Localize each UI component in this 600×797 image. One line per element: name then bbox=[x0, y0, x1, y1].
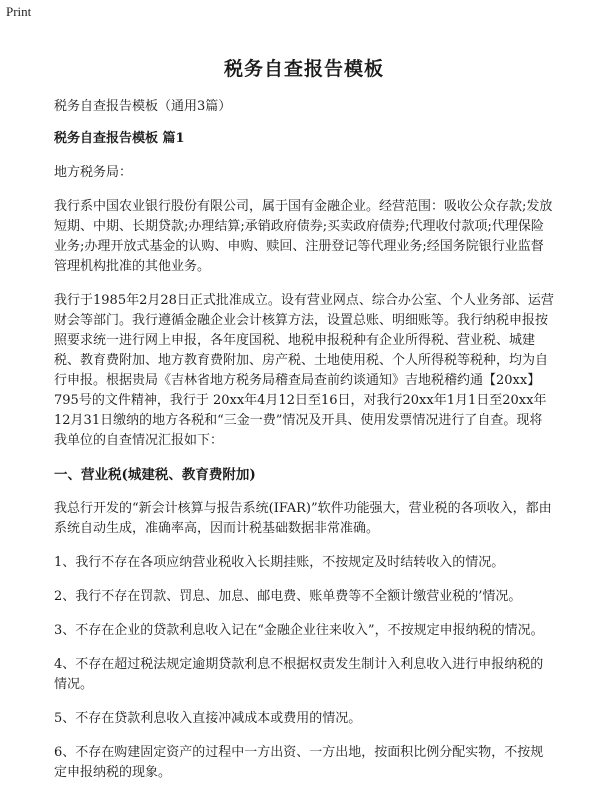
list-item: 5、不存在贷款利息收入直接冲减成本或费用的情况。 bbox=[54, 711, 362, 726]
list-item: 1、我行不存在各项应纳营业税收入长期挂账，不按规定及时结转收入的情况。 bbox=[54, 555, 505, 570]
section-title: 税务自查报告模板 篇1 bbox=[54, 131, 185, 146]
list-item: 4、不存在超过税法规定逾期贷款利息不根据权责发生制计入利息收入进行申报纳税的情况。 bbox=[54, 657, 544, 692]
list-item: 3、不存在企业的贷款利息收入记在“金融企业往来收入”，不按规定申报纳税的情况。 bbox=[54, 623, 544, 638]
list-item: 2、我行不存在罚款、罚息、加息、邮电费、账单费等不全额计缴营业税的’情况。 bbox=[54, 589, 522, 604]
paragraph-business-scope: 我行系中国农业银行股份有限公司，属于国有金融企业。经营范围：吸收公众存款;发放短期、中期、长期贷款;办理结算;承销政府债券;买卖政府债券;代理收付款项;代理保险业务;办理开放式基金的认购、申购、赎回、注册登记等代理业务;经国务院银行业监督管理机构批准的其他业务。 bbox=[54, 199, 553, 274]
document-title: 税务自查报告模板 bbox=[223, 58, 384, 80]
document-body bbox=[54, 54, 554, 797]
print-link[interactable]: Print bbox=[6, 4, 32, 19]
paragraph-background: 我行于1985年2月28日正式批准成立。设有营业网点、综合办公室、个人业务部、运营财会等部门。我行遵循金融企业会计核算方法，设置总账、明细账等。我行纳税申报按照要求统一进行网上申报，各年度国税、地税申报税种有企业所得税、营业税、城建税、教育费附加、地方教育费附加、房产税、土地使用税、个人所得税等税种，均为自行申报。根据贵局《吉林省地方税务局稽查局查前约谈通知》吉地税稽约通【20xx】795号的文件精神，我行于 20xx年4月12日至16日，对我行20xx年1月1日至20xx年12月31日缴纳的地方各税和“三金一费”情况及开具、使用发票情况进行了自查。现将我单位的自查情况汇报如下： bbox=[54, 293, 554, 448]
heading-business-tax: 一、营业税(城建税、教育费附加) bbox=[54, 467, 256, 483]
list-item: 6、不存在购建固定资产的过程中一方出资、一方出地，按面积比例分配实物，不按规定申报纳税的现象。 bbox=[54, 745, 544, 780]
document-subtitle: 税务自查报告模板（通用3篇） bbox=[54, 99, 232, 114]
salutation: 地方税务局： bbox=[54, 165, 133, 180]
paragraph-system-intro: 我总行开发的“新会计核算与报告系统(IFAR)”软件功能强大，营业税的各项收入，都由系统自动生成，准确率高，因而计税基础数据非常准确。 bbox=[54, 501, 552, 536]
